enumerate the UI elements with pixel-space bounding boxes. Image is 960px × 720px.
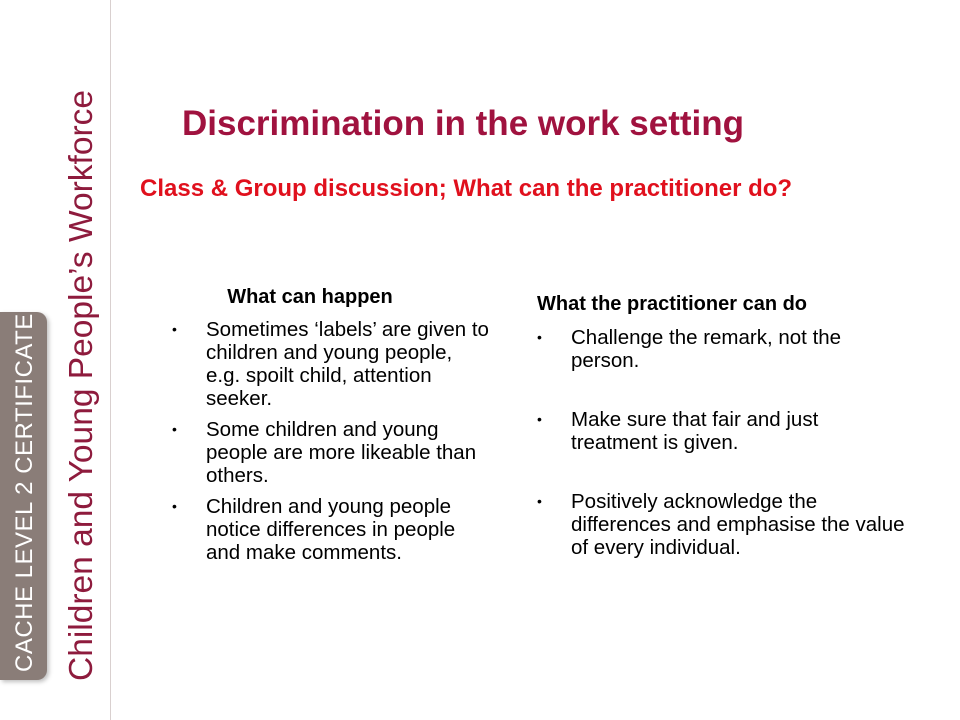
list-item-text: Positively acknowledge the differences and emphasise the value of every individual. bbox=[571, 490, 905, 559]
left-column-list bbox=[160, 318, 490, 564]
list-item bbox=[160, 318, 490, 410]
list-item-text: Make sure that fair and just treatment is given. bbox=[571, 408, 819, 454]
list-item bbox=[537, 490, 907, 559]
bullet-icon: • bbox=[172, 498, 177, 514]
list-item bbox=[160, 418, 490, 487]
left-column bbox=[160, 286, 490, 564]
slide-title: Discrimination in the work setting bbox=[182, 104, 745, 143]
right-column bbox=[537, 293, 907, 559]
list-item bbox=[537, 326, 907, 372]
bullet-icon: • bbox=[537, 329, 542, 345]
bullet-icon: • bbox=[537, 411, 542, 427]
right-column-heading: What the practitioner can do bbox=[537, 293, 808, 315]
left-column-heading: What can happen bbox=[227, 286, 393, 308]
list-item bbox=[537, 408, 907, 454]
bullet-icon: • bbox=[537, 493, 542, 509]
brand-label: Children and Young People’s Workforce bbox=[63, 90, 100, 681]
bullet-icon: • bbox=[172, 321, 177, 337]
right-column-list bbox=[537, 326, 907, 559]
list-item bbox=[160, 495, 490, 564]
list-item-text: Challenge the remark, not the person. bbox=[571, 326, 842, 372]
slide-subtitle: Class & Group discussion; What can the practitioner do? bbox=[140, 175, 793, 202]
sidebar bbox=[0, 0, 111, 720]
list-item-text: Children and young people notice differences in people and make comments. bbox=[206, 495, 456, 564]
list-item-text: Sometimes ‘labels’ are given to children and young people, e.g. spoilt child, attention seeker. bbox=[206, 318, 489, 410]
certificate-label: CACHE LEVEL 2 CERTIFICATE bbox=[11, 313, 38, 672]
list-item-text: Some children and young people are more likeable than others. bbox=[206, 418, 477, 487]
bullet-icon: • bbox=[172, 421, 177, 437]
